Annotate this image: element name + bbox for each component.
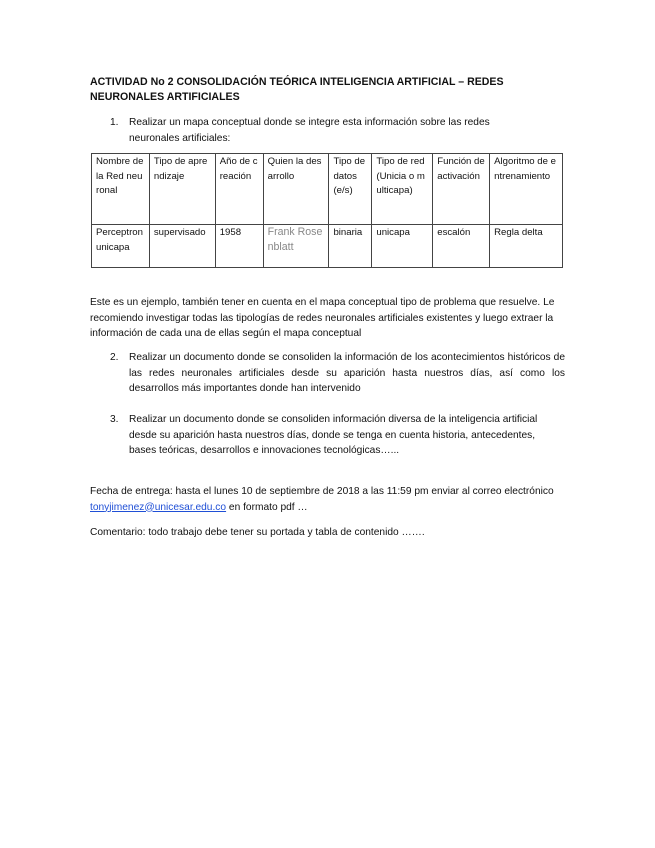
example-note-paragraph: Este es un ejemplo, también tener en cuenta en el mapa conceptual tipo de problema que resuelve. Le recomiendo investigar todas las tipologías de redes neuronales artificiales existentes y luego extraer la información de cada una de ellas según el mapa conceptual [90, 297, 555, 339]
table-row [92, 225, 563, 268]
table-cell: Perceptron unicapa [92, 225, 150, 268]
table-header-row [92, 154, 563, 225]
developer-name: Frank Rosenblatt [267, 226, 323, 253]
table-cell: binaria [329, 225, 372, 268]
table-header-cell: Tipo de red (Unicia o multicapa) [372, 154, 433, 225]
table-header-cell: Quien la desarrollo [263, 154, 329, 225]
task-number: 2. [110, 352, 119, 363]
table-cell: escalón [433, 225, 490, 268]
email-link[interactable]: tonyjimenez@unicesar.edu.co [90, 501, 227, 513]
table-header-cell: Año de creación [215, 154, 263, 225]
table-header-cell: Tipo de datos (e/s) [329, 154, 372, 225]
task-text: Realizar un documento donde se consoliden información diversa de la inteligencia artificial desde su aparición hasta nuestros días, donde se tenga en cuenta historia, antecedentes, bases teóricas, desarrollos e innovaciones tecnológicas…... [129, 414, 538, 456]
table-cell: 1958 [215, 225, 263, 268]
neural-network-table [91, 153, 563, 268]
task-number: 3. [110, 414, 119, 425]
comment-paragraph: Comentario: todo trabajo debe tener su portada y tabla de contenido ……. [90, 527, 425, 538]
table-cell [263, 225, 329, 268]
table-header-cell: Algoritmo de entrenamiento [490, 154, 563, 225]
table-header-cell: Tipo de aprendizaje [149, 154, 215, 225]
table-cell: supervisado [149, 225, 215, 268]
task-text: Realizar un documento donde se consoliden la información de los acontecimientos históricos de las redes neuronales artificiales desde su aparición hasta nuestros días, así como los desarrollos más importantes donde han intervenido [129, 352, 565, 394]
delivery-format-text: en formato pdf … [226, 501, 308, 513]
task-number: 1. [110, 117, 119, 128]
table-cell: Regla delta [490, 225, 563, 268]
delivery-paragraph [90, 484, 568, 515]
task-text: Realizar un mapa conceptual donde se integre esta información sobre las redes neuronales artificiales: [129, 117, 490, 144]
table-header-cell: Función de activación [433, 154, 490, 225]
table-header-cell: Nombre de la Red neuronal [92, 154, 150, 225]
table-cell: unicapa [372, 225, 433, 268]
delivery-text: Fecha de entrega: hasta el lunes 10 de septiembre de 2018 a las 11:59 pm enviar al correo electrónico [90, 486, 554, 497]
document-title: ACTIVIDAD No 2 CONSOLIDACIÓN TEÓRICA INTELIGENCIA ARTIFICIAL – REDES NEURONALES ARTIFICIALES [90, 76, 504, 103]
